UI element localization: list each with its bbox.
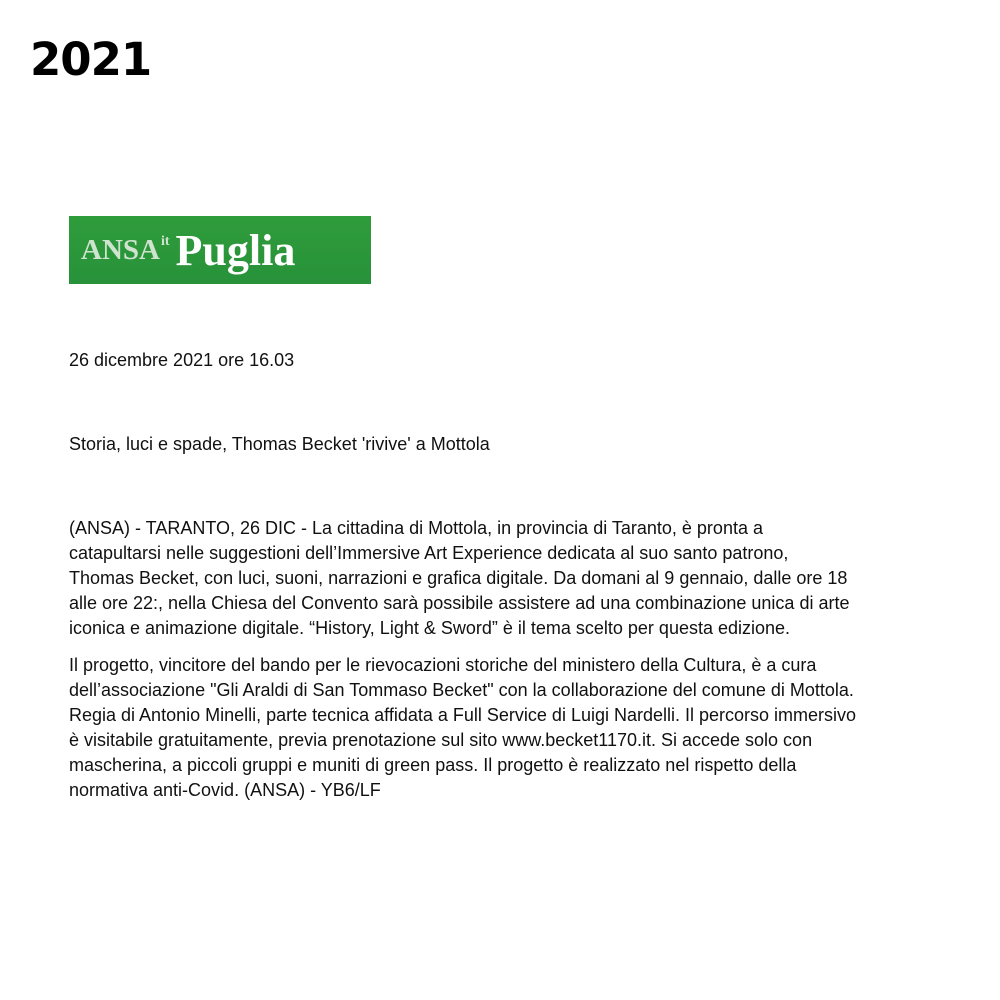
ansa-puglia-logo <box>69 216 371 284</box>
paragraph-line: Regia di Antonio Minelli, parte tecnica affidata a Full Service di Luigi Nardelli. Il percorso immersivo <box>69 705 857 725</box>
article-paragraph-1 <box>69 516 929 641</box>
paragraph-line: iconica e animazione digitale. “History, Light & Sword” è il tema scelto per questa edizione. <box>69 618 791 638</box>
paragraph-line: Il progetto, vincitore del bando per le rievocazioni storiche del ministero della Cultura, è a cura <box>69 655 817 675</box>
article-headline: Storia, luci e spade, Thomas Becket 'rivive' a Mottola <box>69 434 490 454</box>
paragraph-line: dell’associazione "Gli Araldi di San Tommaso Becket" con la collaborazione del comune di Mottola. <box>69 680 854 700</box>
paragraph-line: alle ore 22:, nella Chiesa del Convento sarà possibile assistere ad una combinazione unica di arte <box>69 593 850 613</box>
logo-it-text: it <box>160 234 170 249</box>
paragraph-line: Thomas Becket, con luci, suoni, narrazioni e grafica digitale. Da domani al 9 gennaio, dalle ore 18 <box>69 568 848 588</box>
page-year-heading: 2021 <box>30 33 152 86</box>
paragraph-line: catapultarsi nelle suggestioni dell’Immersive Art Experience dedicata al suo santo patrono, <box>69 543 789 563</box>
logo-ansa-text: ANSA <box>81 233 160 266</box>
article-paragraph-2 <box>69 653 929 803</box>
paragraph-line: normativa anti-Covid. (ANSA) - YB6/LF <box>69 780 381 800</box>
paragraph-line: (ANSA) - TARANTO, 26 DIC - La cittadina di Mottola, in provincia di Taranto, è pronta a <box>69 518 763 538</box>
article-date: 26 dicembre 2021 ore 16.03 <box>69 350 295 370</box>
paragraph-line: mascherina, a piccoli gruppi e muniti di green pass. Il progetto è realizzato nel rispetto della <box>69 755 797 775</box>
paragraph-line: è visitabile gratuitamente, previa prenotazione sul sito www.becket1170.it. Si accede solo con <box>69 730 813 750</box>
article-body <box>69 516 929 815</box>
logo-region-text: Puglia <box>175 225 296 275</box>
